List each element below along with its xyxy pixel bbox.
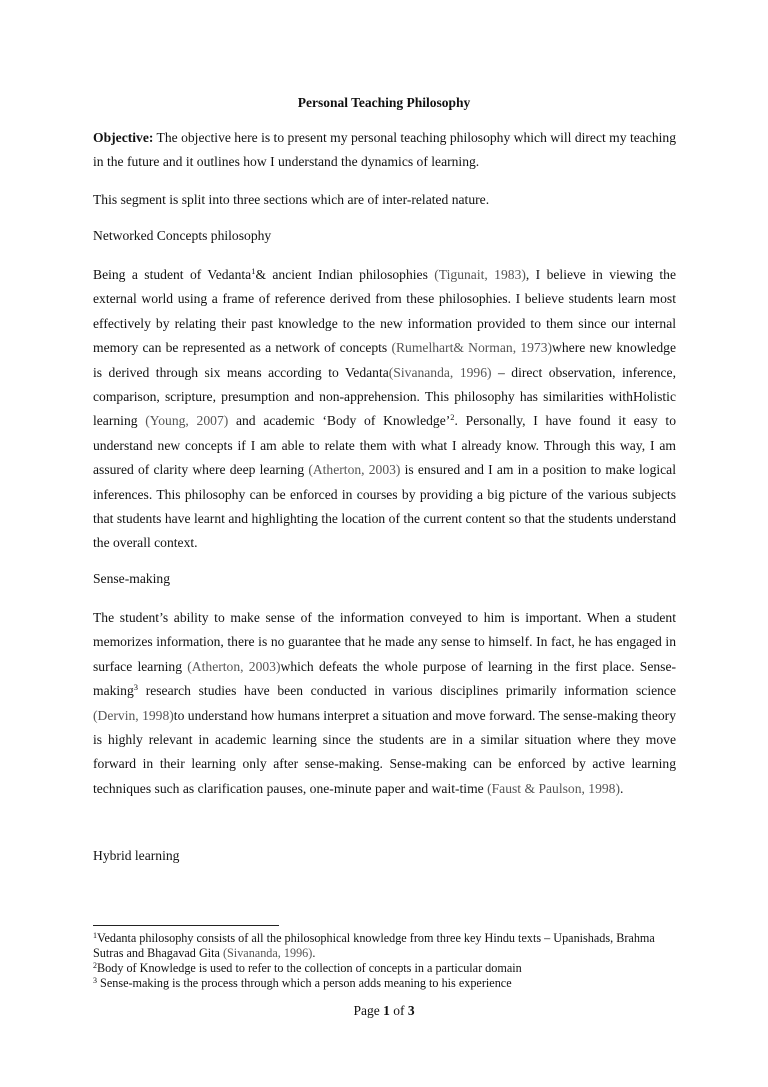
total-page-count: 3 xyxy=(407,1003,415,1018)
citation: (Sivananda, 1996) xyxy=(222,945,313,960)
citation: (Rumelhart& Norman, 1973) xyxy=(391,340,553,356)
citation: (Sivananda, 1996) xyxy=(388,364,492,380)
sense-making-paragraph: The student’s ability to make sense of the information conveyed to him is important. When a student memorizes information, there is no guarantee that he made any sense to himself. In fact, he has engaged in surface learning (Atherton, 2003)which defeats the whole purpose of learning in the first place. Sense-making$^3$ research studies have been conducted in various disciplines primarily information science (Dervin, 1998)to understand how humans interpret a situation and move forward. The sense-making theory is highly relevant in academic learning since the students are in a similar situation where they move forward in their learning only after sense-making. Sense-making can be enforced by active learning techniques such as clarification pauses, one-minute paper and wait-time (Faust & Paulson, 1998). xyxy=(93,610,677,796)
objective-text: The objective here is to present my personal teaching philosophy which will direct my teaching in the future and it outlines how I understand the dynamics of learning. xyxy=(93,130,676,170)
section-heading-sense-making: Sense-making xyxy=(93,571,171,586)
citation: (Tigunait, 1983) xyxy=(434,267,526,282)
footnote-ref-3[interactable]: 3 xyxy=(133,682,139,693)
intro-paragraph: This segment is split into three sections which are of inter-related nature. xyxy=(93,192,490,207)
objective-paragraph xyxy=(93,126,676,175)
footnote-ref-2[interactable]: 2 xyxy=(450,412,455,423)
networked-concepts-paragraph: Being a student of Vedanta$^1$& ancient Indian philosophies (Tigunait, 1983), I believe in viewing the external world using a frame of reference derived from these philosophies. I believe students learn most effectively by relating their past knowledge to the new information provided to them since our internal memory can be represented as a network of concepts (Rumelhart& Norman, 1973)where new knowledge is derived through six means according to Vedanta(Sivananda, 1996) – direct observation, inference, comparison, scripture, presumption and non-apprehension. This philosophy has similarities withHolistic learning (Young, 2007) and academic ‘Body of Knowledge’$^2$. Personally, I have found it easy to understand new concepts if I am able to relate them with what I already know. Through this way, I am assured of clarity where deep learning (Atherton, 2003) is ensured and I am in a position to make logical inferences. This philosophy can be enforced in courses by providing a big picture of the various subjects that students have learnt and highlighting the location of the current content so that the students understand the overall context. xyxy=(93,266,677,551)
citation: (Young, 2007) xyxy=(145,413,229,429)
section-heading-hybrid-learning: Hybrid learning xyxy=(93,848,180,863)
page-number-footer: Page 1 of 3 xyxy=(353,1003,415,1018)
page-title: Personal Teaching Philosophy xyxy=(297,95,471,110)
footnote-ref-1[interactable]: 1 xyxy=(251,266,256,276)
section-heading-networked-concepts: Networked Concepts philosophy xyxy=(93,228,272,243)
footnote-separator xyxy=(93,925,279,926)
footnote-2: $^2$Body of Knowledge is used to refer to the collection of concepts in a particular domain xyxy=(93,961,522,975)
objective-label: Objective: xyxy=(93,130,154,145)
current-page-number: 1 xyxy=(383,1003,390,1018)
citation: (Atherton, 2003) xyxy=(187,658,281,674)
citation: (Faust & Paulson, 1998) xyxy=(487,780,621,796)
citation: (Atherton, 2003) xyxy=(308,462,401,478)
footnote-1: $^1$Vedanta philosophy consists of all the philosophical knowledge from three key Hindu texts – Upanishads, Brahma Sutras and Bhagavad Gita (Sivananda, 1996). xyxy=(93,931,655,960)
footnote-3: $^3$ Sense-making is the process through which a person adds meaning to his experience xyxy=(93,976,512,990)
citation: (Dervin, 1998) xyxy=(93,707,174,723)
